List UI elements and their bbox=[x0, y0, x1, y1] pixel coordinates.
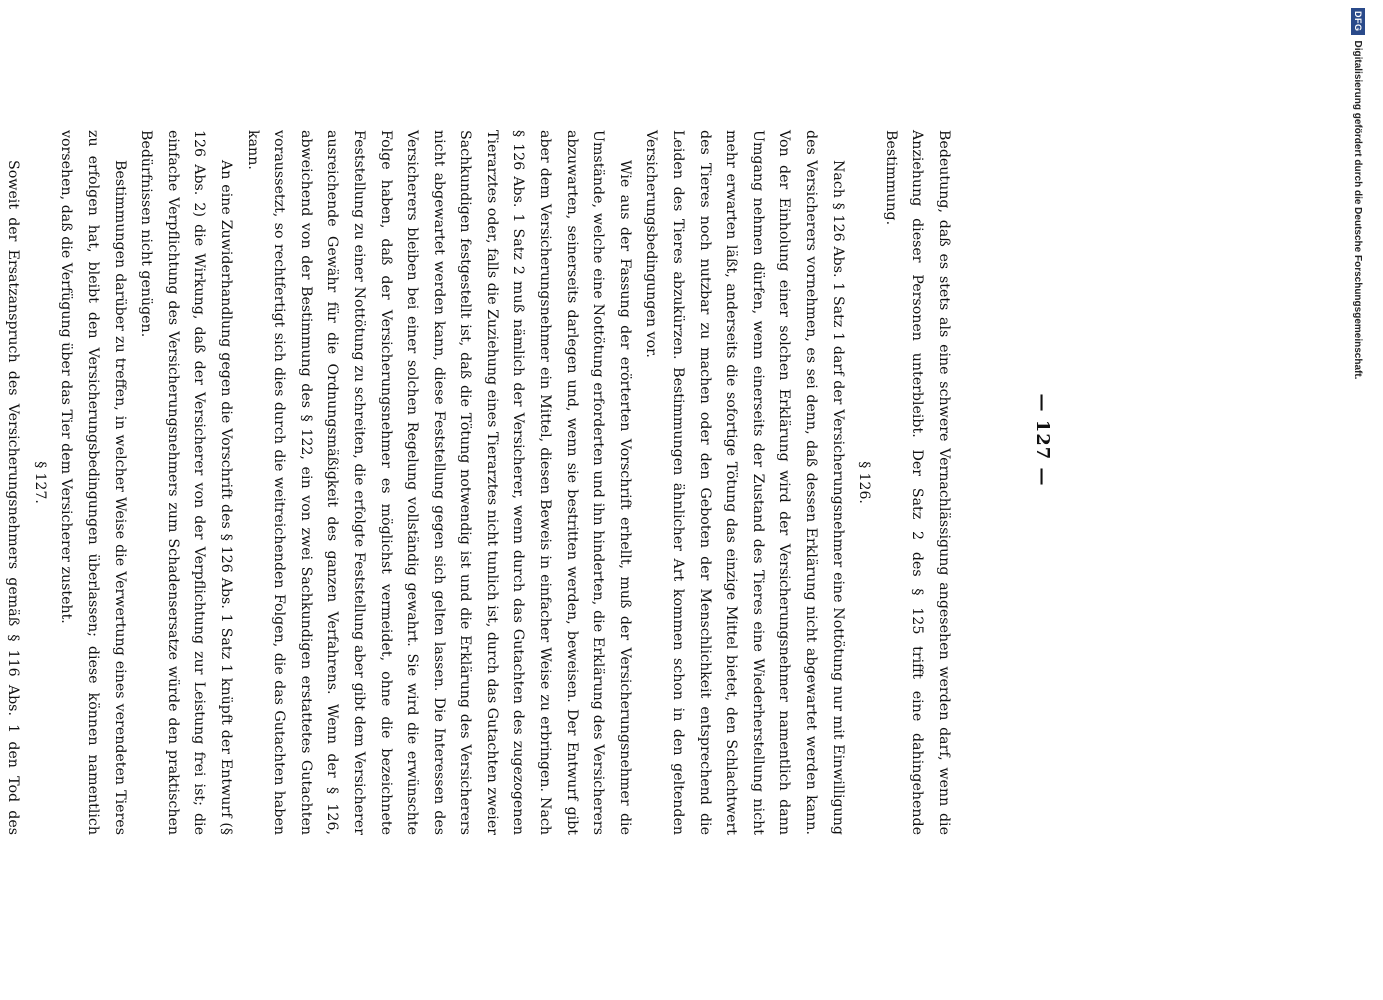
paragraph: Bestimmungen darüber zu treffen, in welcher Weise die Verwertung eines verendeten Tieres zu erfolgen hat, bleibt den Versicherungsbedingungen überlassen; diese können namentlich vorsehen, daß die Verfügung über das Tier dem Versicherer zusteht. bbox=[58, 130, 128, 835]
digitization-credit bbox=[1349, 8, 1365, 998]
paragraph: Nach § 126 Abs. 1 Satz 1 darf der Versicherungsnehmer eine Nottötung nur mit Einwilligung des Versicherers vornehmen, es sei denn, daß dessen Erklärung nicht abgewartet werden kann. Von der Einholung einer solchen Erklärung wird der Versicherungsnehmer namentlich dann Umgang nehmen dürfen, wenn einerseits der Zustand des Tieres eine Wiederherstellung nicht mehr erwarten läßt, anderseits die sofortige Tötung das einzige Mittel bietet, den Schlachtwert des Tieres noch nutzbar zu machen oder den Geboten der Menschlichkeit entsprechend die Leiden des Tieres abzukürzen. Bestimmungen ähnlicher Art kommen schon in den geltenden Versicherungsbedingungen vor. bbox=[643, 130, 846, 835]
section-heading: § 127. bbox=[31, 461, 48, 504]
section-heading: § 126. bbox=[856, 461, 873, 504]
document-page bbox=[5, 0, 1075, 880]
credit-text: Digitalisierung gefördert durch die Deutsche Forschungsgemeinschaft. bbox=[1352, 40, 1363, 380]
paragraph: Soweit der Ersatzanspruch des Versicherungsnehmers gemäß § 116 Abs. 1 den Tod des bbox=[5, 160, 22, 835]
paragraph: An eine Zuwiderhandlung gegen die Vorschrift des § 126 Abs. 1 Satz 1 knüpft der Entwurf (§ 126 Abs. 2) die Wirkung, daß der Versicherer von der Verpflichtung zur Leistung frei ist; die einfache Verpflichtung des Versicherungsnehmers zum Schadensersatze würde den praktischen Bedürfnissen nicht genügen. bbox=[138, 130, 234, 835]
paragraph: Wie aus der Fassung der erörterten Vorschrift erhellt, muß der Versicherungsnehmer die Umstände, welche eine Nottötung erforderten und ihn hinderten, die Erklärung des Versicherers abzuwarten, seinerseits darlegen und, wenn sie bestritten werden, beweisen. Der Entwurf gibt aber dem Versicherungsnehmer ein Mittel, diesen Beweis in einfacher Weise zu erbringen. Nach § 126 Abs. 1 Satz 2 muß nämlich der Versicherer, wenn durch das Gutachten des zugezogenen Tierarztes oder, falls die Zuziehung eines Tierarztes nicht tunlich ist, durch das Gutachten zweier Sachkundigen festgestellt ist, daß die Tötung notwendig ist und die Erklärung des Versicherers nicht abgewartet werden kann, diese Feststellung gegen sich gelten lassen. Die Interessen des Versicherers bleiben bei einer solchen Regelung vollständig gewahrt. Sie wird die erwünschte Folge haben, daß der Versicherungsnehmer es möglichst vermeidet, ohne die bezeichnete Feststellung zu einer Nottötung zu schreiten, die erfolgte Feststellung aber gibt dem Versicherer ausreichende Gewähr für die Ordnungsmäßigkeit des ganzen Verfahrens. Wenn der § 126, abweichend von der Bestimmung des § 122, ein von zwei Sachkundigen erstattetes Gutachten voraussetzt, so rechtfertigt sich dies durch die weitreichenden Folgen, die das Gutachten haben kann. bbox=[244, 130, 633, 835]
page-number: — 127 — bbox=[1032, 393, 1053, 487]
page-header bbox=[1015, 0, 1075, 880]
paragraph: Bedeutung, daß es stets als eine schwere Vernachlässigung angesehen werden darf, wenn die Anziehung dieser Personen unterbleibt. Der Satz 2 des § 125 trifft eine dahingehende Bestimmung. bbox=[882, 130, 952, 835]
body-text bbox=[0, 130, 957, 835]
dfg-logo: DFG bbox=[1351, 8, 1365, 35]
